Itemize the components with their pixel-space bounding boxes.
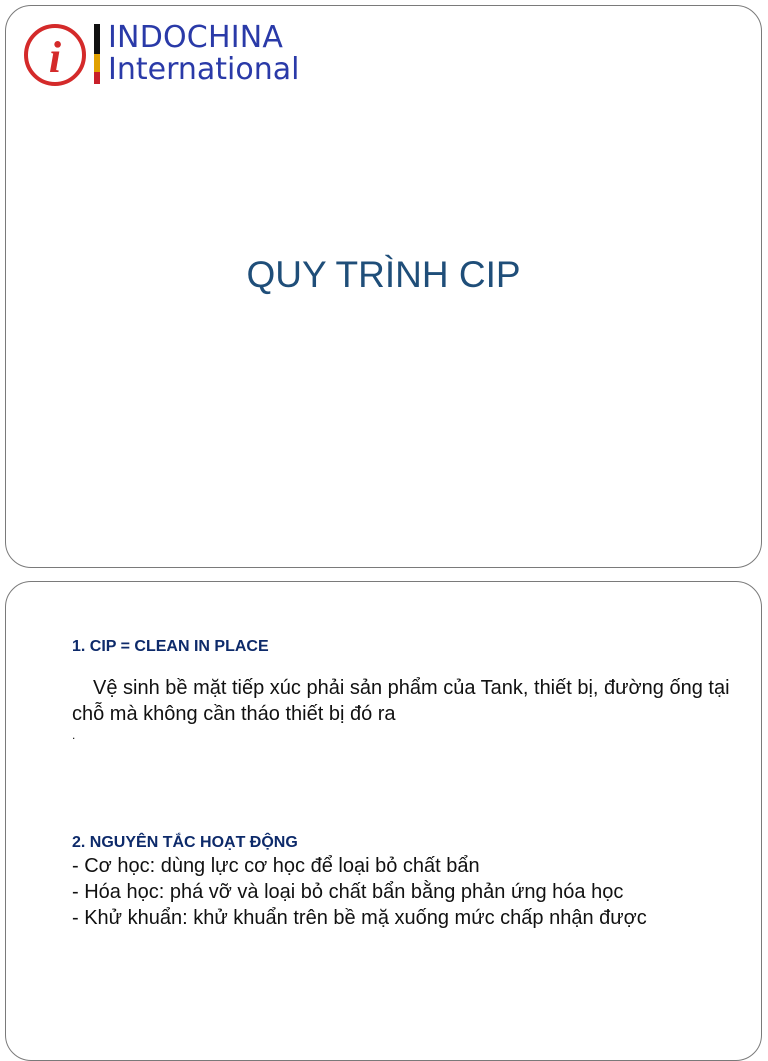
cip-description-text: Vệ sinh bề mặt tiếp xúc phải sản phẩm của Tank, thiết bị, đường ống tại chỗ mà không cần tháo thiết bị đó ra (72, 677, 730, 725)
logo-text-indochina: INDOCHINA (108, 20, 284, 55)
slide-title-text: QUY TRÌNH CIP (246, 254, 521, 295)
stray-dot: . (72, 728, 76, 742)
indochina-logo (22, 20, 332, 90)
principles-list (72, 853, 647, 931)
section-heading-principles: 2. NGUYÊN TẮC HOẠT ĐỘNG (72, 834, 298, 851)
list-item: - Cơ học: dùng lực cơ học để loại bỏ chất bẩn (72, 855, 480, 877)
logo-text-international: International (108, 52, 300, 87)
slide-title (5, 5, 762, 568)
logo-bar-red (94, 72, 100, 84)
logo-bar-black (94, 24, 100, 54)
info-i-logo-icon (22, 22, 88, 88)
section-heading-cip: 1. CIP = CLEAN IN PLACE (72, 638, 269, 655)
logo-bar-yellow (94, 54, 100, 72)
list-item: - Hóa học: phá vỡ và loại bỏ chất bẩn bằng phản ứng hóa học (72, 881, 624, 903)
list-item: - Khử khuẩn: khử khuẩn trên bề mặ xuống mức chấp nhận được (72, 907, 647, 929)
slide-content (5, 581, 762, 1061)
logo-color-bars (94, 24, 100, 84)
cip-description (72, 675, 732, 727)
logo-mark-letter: i (48, 33, 62, 82)
